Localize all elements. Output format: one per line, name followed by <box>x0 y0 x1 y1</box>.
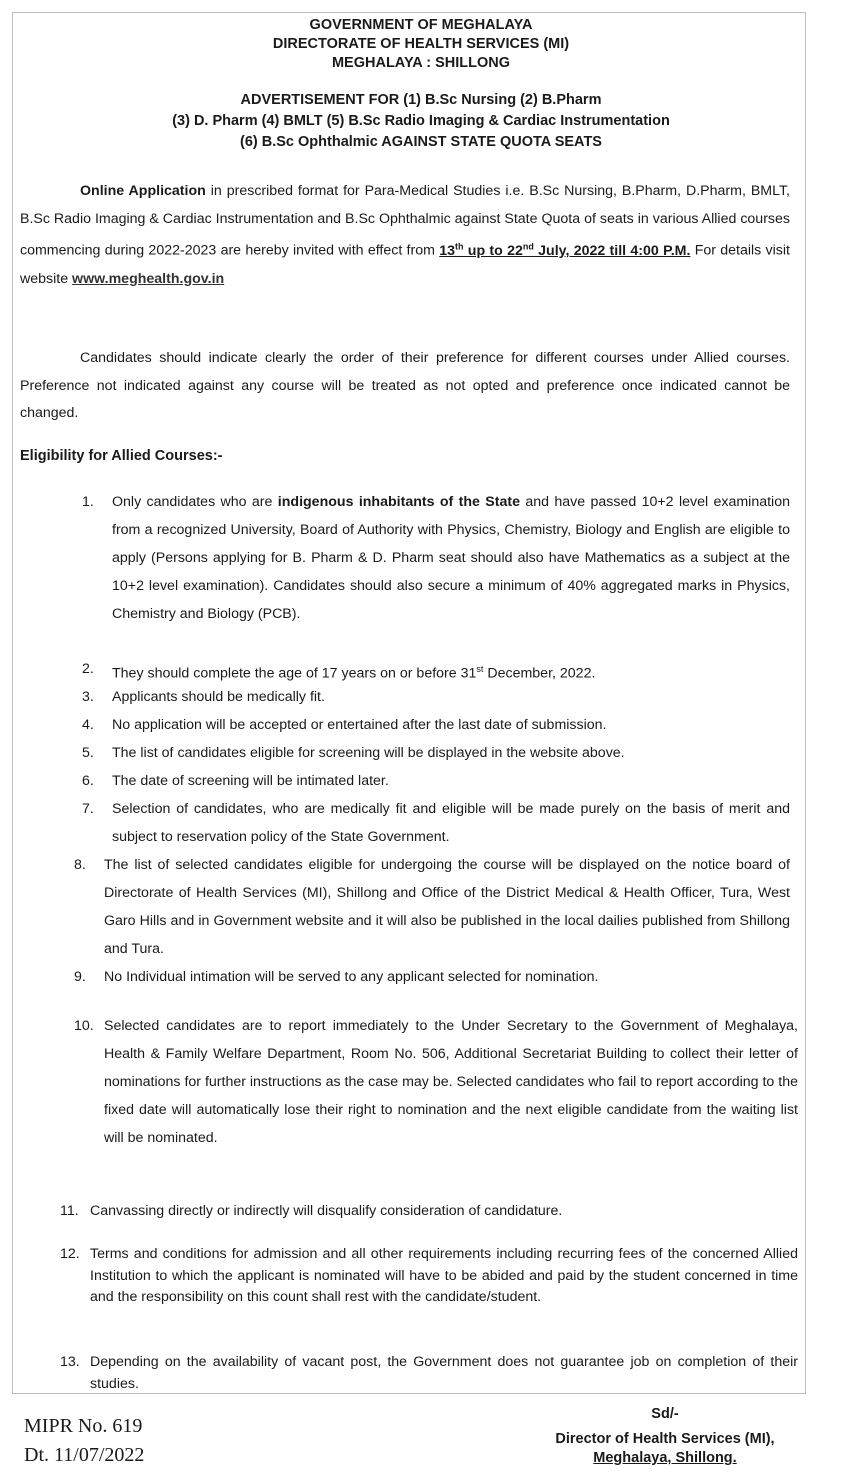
application-dates: 13th up to 22nd July, 2022 till 4:00 P.M. <box>439 241 691 259</box>
advertisement-title-line2: (3) D. Pharm (4) BMLT (5) B.Sc Radio Imaging & Cardiac Instrumentation <box>172 113 670 129</box>
eligibility-heading: Eligibility for Allied Courses:- <box>20 448 223 464</box>
list-item-5: 5. The list of candidates eligible for screening will be displayed in the website above. <box>82 745 625 761</box>
list-item-6: 6. The date of screening will be intimated later. <box>82 773 389 789</box>
advertisement-title-line1: ADVERTISEMENT FOR (1) B.Sc Nursing (2) B.Pharm <box>240 92 602 108</box>
signatory-place: Meghalaya, Shillong. <box>593 1450 737 1466</box>
intro-text: in prescribed format for Para-Medical Studies i.e. B.Sc Nursing, B.Pharm, D.Pharm, BMLT, B.Sc Radio Imaging & Cardiac Instrumentation and B.Sc Ophthalmic against State Quota of seats in various Allied courses commencing during 2022-2023 are hereby invited with effect from <box>20 183 790 259</box>
header-government: GOVERNMENT OF MEGHALAYA <box>309 17 533 33</box>
list-item-1: 1. Only candidates who are indigenous inhabitants of the State and have passed 10+2 level examination from a recognized University, Board of Authority with Physics, Chemistry, Biology and English are eligible to apply (Persons applying for B. Pharm & D. Pharm seat should also have Mathematics as a subject at the 10+2 level examination). Candidates should also secure a minimum of 40% aggregated marks in Physics, Chemistry and Biology (PCB). <box>82 494 790 622</box>
list-item-3: 3. Applicants should be medically fit. <box>82 689 325 705</box>
header-location: MEGHALAYA : SHILLONG <box>331 55 511 71</box>
list-item-7: 7. Selection of candidates, who are medically fit and eligible will be made purely on the basis of merit and subject to reservation policy of the State Government. <box>82 801 790 845</box>
mipr-date: Dt. 11/07/2022 <box>24 1444 145 1466</box>
list-item-12: 12. Terms and conditions for admission and all other requirements including recurring fees of the concerned Allied Institution to which the applicant is nominated will have to be abided and paid by the student concerned in time and the responsibility on this count shall rest with the candidate/student. <box>60 1246 798 1305</box>
list-item-2: 2. They should complete the age of 17 years on or before 31st December, 2022. <box>82 661 596 682</box>
header-directorate: DIRECTORATE OF HEALTH SERVICES (MI) <box>272 36 570 52</box>
intro-text-2: For details visit website <box>20 242 790 287</box>
signature-sd: Sd/- <box>651 1406 679 1422</box>
indigenous-emphasis: indigenous inhabitants of the State <box>277 494 520 510</box>
website-link[interactable]: www.meghealth.gov.in <box>72 270 225 287</box>
advertisement-title-line3: (6) B.Sc Ophthalmic AGAINST STATE QUOTA SEATS <box>240 134 602 150</box>
list-item-4: 4. No application will be accepted or entertained after the last date of submission. <box>82 717 607 733</box>
intro-paragraph <box>20 178 790 293</box>
preference-paragraph: Candidates should indicate clearly the order of their preference for different courses under Allied courses. Preference not indicated against any course will be treated as not opted and preference once indicated cannot be changed. <box>20 350 790 422</box>
signature-block <box>530 1405 800 1469</box>
intro-bold-lead: Online Application <box>80 183 206 199</box>
list-item-9: 9. No Individual intimation will be served to any applicant selected for nomination. <box>74 969 599 985</box>
signatory-designation: Director of Health Services (MI), <box>555 1430 775 1447</box>
list-item-10: 10. Selected candidates are to report immediately to the Under Secretary to the Government of Meghalaya, Health & Family Welfare Department, Room No. 506, Additional Secretariat Building to collect their letter of nominations for further instructions as the case may be. Selected candidates who fail to report according to the fixed date will automatically lose their right to nomination and the next eligible candidate from the waiting list will be nominated. <box>74 1018 798 1146</box>
mipr-number: MIPR No. 619 <box>24 1415 143 1437</box>
list-item-8: 8. The list of selected candidates eligible for undergoing the course will be displayed on the notice board of Directorate of Health Services (MI), Shillong and Office of the District Medical & Health Officer, Tura, West Garo Hills and in Government website and it will also be published in the local dailies published from Shillong and Tura. <box>74 857 790 957</box>
list-item-13: 13. Depending on the availability of vacant post, the Government does not guarantee job on completion of their studies. <box>60 1354 798 1392</box>
list-item-11: 11. Canvassing directly or indirectly will disqualify consideration of candidature. <box>60 1203 563 1219</box>
